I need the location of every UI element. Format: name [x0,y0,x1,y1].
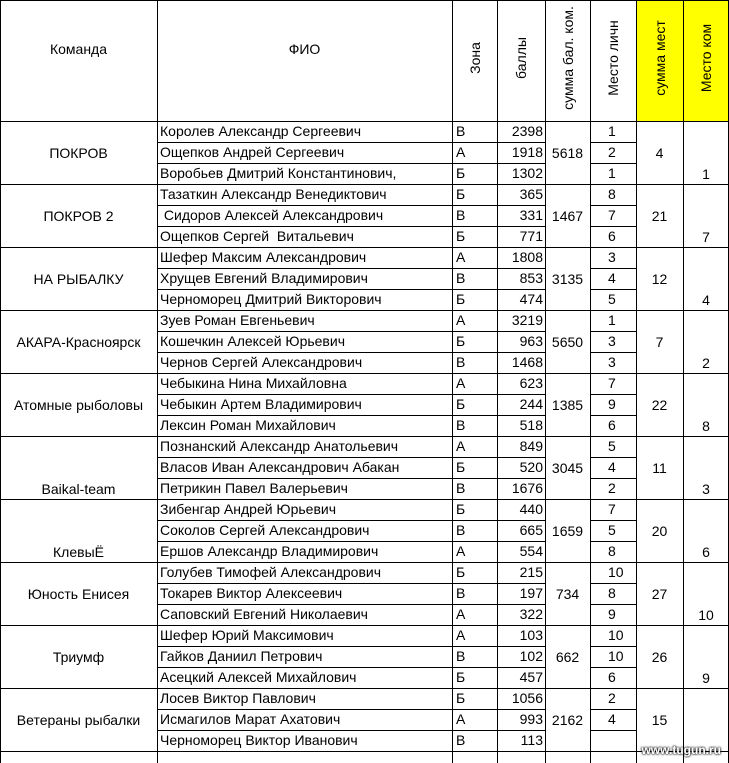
team-sum-places: 7 [655,334,664,350]
member-name: Соколов Сергей Александрович [160,522,370,538]
member-name: Ощепков Андрей Сергеевич [160,144,345,160]
member-score: 3219 [511,312,543,328]
team-name: Юность Енисея [27,586,130,602]
member-score: 849 [519,438,543,454]
team-place: 4 [702,292,710,308]
member-place: 1 [608,312,616,328]
column-border [683,0,684,763]
member-zone: Б [456,669,466,685]
team-name: ПОКРОВ 2 [43,208,114,224]
member-name: Гайков Даниил Петрович [160,648,323,664]
member-score: 554 [519,543,543,559]
member-zone: В [456,270,466,286]
member-name: Познанский Александр Анатольевич [160,438,399,454]
header-zone: Зона [466,42,483,74]
team-sum-score: 1385 [551,397,584,413]
team-sum-places: 22 [651,397,668,413]
header-team-place: Место ком [698,23,714,93]
member-zone: В [456,354,466,370]
member-zone: В [456,732,466,748]
member-place: 10 [608,627,624,643]
member-score: 457 [519,669,543,685]
team-sum-score: 1659 [551,523,584,539]
member-score: 197 [519,585,543,601]
member-zone: А [456,438,466,454]
member-score: 113 [520,732,543,748]
column-border [545,0,546,763]
member-place: 9 [608,396,616,412]
member-name: Власов Иван Александрович Абакан [160,459,400,475]
member-zone: В [456,417,466,433]
member-zone: В [456,207,466,223]
member-score: 102 [519,648,543,664]
team-sum-places: 21 [651,208,668,224]
team-sum-score: 5618 [551,145,584,161]
member-name: Токарев Виктор Алексеевич [160,585,343,601]
member-place: 7 [608,501,616,517]
member-place: 1 [608,165,616,181]
team-sum-places: 27 [651,586,668,602]
group-divider [0,310,729,311]
member-place: 4 [608,711,616,727]
member-score: 1056 [511,690,543,706]
member-name: Лексин Роман Михайлович [160,417,336,433]
team-place: 10 [698,607,714,623]
member-zone: В [456,123,466,139]
member-score: 322 [519,606,543,622]
member-name: Тазаткин Александр Венедиктович [160,186,387,202]
team-place: 8 [702,418,710,434]
team-sum-places: 26 [651,649,668,665]
team-sum-score: 734 [555,586,580,602]
team-sum-score: 3135 [551,271,584,287]
team-name: Триумф [52,649,105,665]
member-name: Хрущев Евгений Владимирович [160,270,368,286]
header-team: Команда [49,41,108,57]
member-zone: В [456,648,466,664]
member-place: 3 [608,333,616,349]
member-name: Ершов Александр Владимирович [160,543,379,559]
member-zone: Б [456,228,466,244]
header-sum-places: сумма мест [651,20,668,96]
group-divider [0,751,729,752]
header-score: баллы [513,37,529,79]
member-name: Голубев Тимофей Александрович [160,564,381,580]
member-zone: Б [456,165,466,181]
row-divider [590,730,636,731]
member-zone: Б [456,186,466,202]
column-border [636,0,637,763]
team-place: 1 [702,166,710,182]
member-score: 2398 [511,123,543,139]
member-score: 1676 [511,480,543,496]
column-border [157,0,158,763]
member-zone: Б [456,291,466,307]
member-place: 2 [608,144,616,160]
member-name: Асецкий Алексей Михайлович [160,669,357,685]
team-sum-places: 12 [651,271,668,287]
member-name: Черноморец Виктор Иванович [160,732,358,748]
member-place: 4 [608,459,616,475]
member-score: 665 [519,522,543,538]
member-zone: А [456,543,466,559]
member-name: Ощепков Сергей Витальевич [160,228,354,244]
member-zone: Б [456,459,466,475]
member-name: Лосев Виктор Павлович [160,690,316,706]
header-fio: ФИО [288,41,321,57]
team-sum-places: 15 [651,712,668,728]
header-border [0,121,729,122]
member-place: 6 [608,228,616,244]
member-score: 331 [519,207,543,223]
member-score: 963 [519,333,543,349]
column-border [0,0,1,763]
member-zone: Б [456,333,466,349]
member-zone: А [456,375,466,391]
member-place: 5 [608,438,616,454]
member-place: 5 [608,522,616,538]
member-place: 7 [608,207,616,223]
member-score: 440 [519,501,543,517]
member-place: 3 [608,249,616,265]
member-zone: Б [456,564,466,580]
team-place: 3 [702,481,710,497]
member-score: 993 [519,711,543,727]
member-zone: А [456,711,466,727]
member-place: 8 [608,186,616,202]
member-place: 8 [608,585,616,601]
member-score: 518 [519,417,543,433]
member-zone: А [456,249,466,265]
member-place: 10 [608,648,624,664]
group-divider [0,688,729,689]
member-place: 5 [608,291,616,307]
member-score: 1918 [511,144,543,160]
team-sum-score: 662 [555,649,580,665]
member-zone: А [456,606,466,622]
member-score: 215 [519,564,543,580]
member-score: 1468 [511,354,543,370]
member-zone: А [456,627,466,643]
team-name: Baikal-team [41,481,116,497]
team-sum-places: 4 [655,145,664,161]
team-sum-places: 20 [651,523,668,539]
member-name: Кошечкин Алексей Юрьевич [160,333,345,349]
member-zone: Б [456,396,466,412]
team-place: 9 [702,670,710,686]
member-name: Зибенгар Андрей Юрьевич [160,501,336,517]
member-score: 520 [519,459,543,475]
column-border [497,0,498,763]
member-name: Королев Александр Сергеевич [160,123,362,139]
member-zone: А [456,312,466,328]
team-name: Атомные рыболовы [13,397,144,413]
member-score: 623 [519,375,543,391]
member-name: Чебыкина Нина Михайловна [160,375,347,391]
member-place: 8 [608,543,616,559]
member-name: Черноморец Дмитрий Викторович [160,291,382,307]
team-sum-score: 1467 [551,208,584,224]
team-name: АКАРА-Красноярск [16,334,141,350]
member-score: 853 [519,270,543,286]
team-sum-score: 2162 [551,712,584,728]
column-border [590,0,591,763]
member-score: 365 [519,186,543,202]
member-place: 10 [608,564,624,580]
member-score: 244 [519,396,543,412]
watermark: www.tugun.ru [641,743,721,757]
member-score: 1302 [511,165,543,181]
member-name: Шефер Юрий Максимович [160,627,334,643]
member-place: 6 [608,669,616,685]
member-name: Воробьев Дмитрий Константинович, [160,165,397,181]
member-place: 2 [608,690,616,706]
member-place: 3 [608,354,616,370]
team-name: КлевыЁ [53,544,104,560]
group-divider [0,373,729,374]
group-divider [0,499,729,500]
member-name: Шефер Максим Александрович [160,249,367,265]
member-name: Исмагилов Марат Ахатович [160,711,341,727]
member-place: 1 [608,123,616,139]
member-place: 9 [608,606,616,622]
header-border [0,0,729,1]
member-place: 4 [608,270,616,286]
member-name: Петрикин Павел Валерьевич [160,480,348,496]
member-score: 771 [519,228,543,244]
team-sum-places: 11 [652,460,667,476]
team-place: 7 [702,229,710,245]
header-place-personal: Место личн [605,20,621,96]
team-name: НА РЫБАЛКУ [33,271,124,287]
team-place: 6 [702,544,710,560]
member-score: 103 [519,627,543,643]
member-name: Чебыкин Артем Владимирович [160,396,362,412]
member-name: Саповский Евгений Николаевич [160,606,368,622]
team-name: Ветераны рыбалки [16,712,141,728]
member-name: Зуев Роман Евгеньевич [160,312,315,328]
member-name: Сидоров Алексей Александрович [160,207,384,223]
member-zone: А [456,144,466,160]
team-name: ПОКРОВ [49,145,108,161]
member-zone: В [456,522,466,538]
member-score: 1808 [511,249,543,265]
team-sum-score: 5650 [551,334,584,350]
member-place: 2 [608,480,616,496]
member-score: 474 [519,291,543,307]
member-place: 7 [608,375,616,391]
team-place: 2 [702,355,710,371]
member-zone: Б [456,501,466,517]
team-sum-score: 3045 [551,460,584,476]
column-border [452,0,453,763]
member-name: Чернов Сергей Александрович [160,354,363,370]
member-zone: Б [456,690,466,706]
member-zone: В [456,480,466,496]
member-place: 6 [608,417,616,433]
header-sum-score: сумма бал. ком. [559,6,576,110]
member-zone: В [456,585,466,601]
